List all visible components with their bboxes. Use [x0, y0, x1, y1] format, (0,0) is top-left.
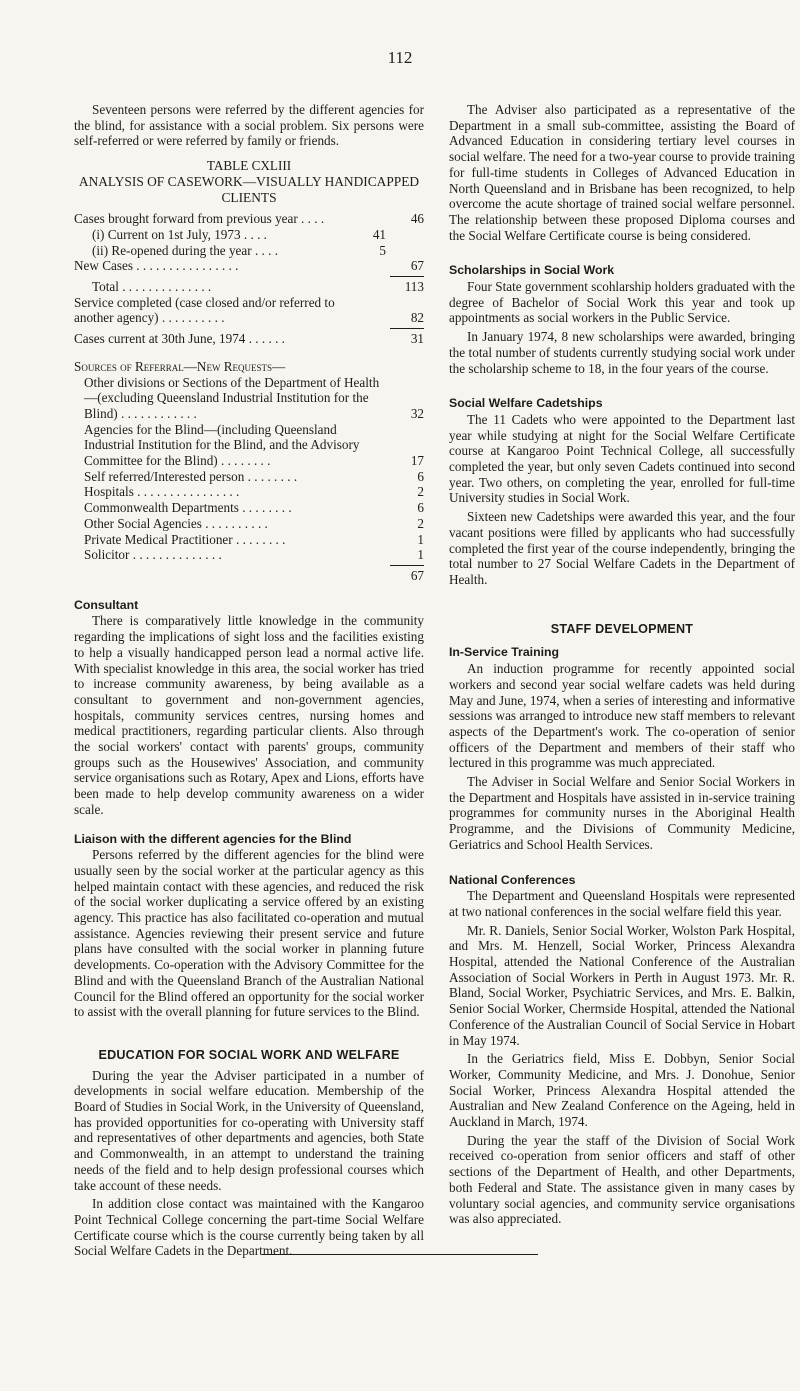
row-label: (i) Current on 1st July, 1973 . . . .: [92, 226, 267, 242]
national-paragraph-1: The Department and Queensland Hospitals were represented at two national conferences in the social welfare field this year.: [449, 888, 795, 919]
sources-table: [74, 375, 424, 584]
national-paragraph-4: During the year the staff of the Division of Social Work received co-operation from senior officers and staff of other sections of the Department of Health, and other Departments, both Federal and State. The assistance given in many cases by voluntary social agencies, and community service organisations was also appreciated.: [449, 1132, 795, 1227]
cadetships-paragraph-2: Sixteen new Cadetships were awarded this year, and the four vacant positions were filled by applicants who had successfully completed the first year of the course independently, bringing the total number to 27 Social Welfare Cadets in the Department of Health.: [449, 509, 795, 587]
scholarships-paragraph-2: In January 1974, 8 new scholarships were awarded, bringing the total number of students currently studying social work under the scholarship scheme to 18, in the four years of the course.: [449, 329, 795, 376]
footer-rule: [262, 1254, 538, 1255]
cadetships-paragraph-1: The 11 Cadets who were appointed to the Department last year while studying at night for the Social Welfare Certificate course at Kangaroo Point Technical College, all successfully completed the year, but only seven Cadets continued into second year. Two others, on completing the year, enrolled for full-time University studies in Social Work.: [449, 411, 795, 506]
source-label: Solicitor . . . . . . . . . . . . . .: [84, 547, 222, 563]
row-value: 46: [410, 211, 424, 227]
row-value: 31: [410, 331, 424, 347]
education-paragraph-2: In addition close contact was maintained with the Kangaroo Point Technical College concerning the part-time Social Welfare Certificate course which is the course currently being taken by all Social Welfare Cadets in the Department.: [74, 1196, 424, 1259]
table-row: [84, 500, 424, 516]
table-row: [84, 532, 424, 548]
sources-total: 67: [410, 567, 424, 583]
source-label: Self referred/Interested person . . . . . . . .: [84, 468, 298, 484]
row-label: Cases current at 30th June, 1974 . . . . . .: [74, 331, 285, 347]
source-value: 32: [410, 405, 424, 421]
table-row: [84, 375, 424, 422]
source-value: 1: [417, 547, 424, 563]
right-column: [449, 102, 795, 1227]
table-row: [74, 279, 424, 295]
adviser-paragraph: The Adviser also participated as a representative of the Department in a small sub-committee, assisting the Board of Advanced Education in considering tertiary level courses in social welfare. The need for a two-year course to provide training for full-time students in Colleges of Advanced Education in North Queensland and in Brisbane has been recognized, to help overcome the acute shortage of trained social welfare personnel. The relationship between these proposed Diploma courses and the Social Welfare Certificate course is being considered.: [449, 102, 795, 243]
source-value: 2: [417, 515, 424, 531]
scholarships-paragraph-1: Four State government scohlarship holders graduated with the degree of Bachelor of Social Work this year and took up appointments as social workers in the Public Service.: [449, 279, 795, 326]
liaison-paragraph: Persons referred by the different agencies for the blind were usually seen by the social worker at the particular agency as this helped maintain contact with these agencies, and reduced the risk of the social worker duplicating a service offered by an existing agency. This practice has also facilitated co-operation and mutual assistance. Agencies reviewing their present service and future plans have consulted with the social worker in planning future developments. Co-operation with the Advisory Committee for the Blind and with the Queensland Branch of the Australian National Council for the Blind offered an opportunity for the social worker to assist with the overall planning for future services to the Blind.: [74, 847, 424, 1020]
sum-rule: [390, 276, 424, 277]
consultant-paragraph: There is comparatively little knowledge in the community regarding the implications of sight loss and the facilities existing to help a visually handicapped person lead a normal active life. With specialist knowledge in this area, the social worker has tried to increase community awareness, by being available as a consultant to government and non-government agencies, hospitals, community services centres, nursing homes and medical practitioners, regarding particular clients. Also through the social workers' contact with parents' groups, community groups such as the Housewives' Association, and community service organisations such as Rotary, Apex and Lions, efforts have been made to help develop community awareness on a wider scale.: [74, 613, 424, 817]
row-value: 82: [410, 310, 424, 326]
sum-rule: [390, 565, 424, 566]
table-row: [84, 547, 424, 563]
table-row: [84, 516, 424, 532]
education-heading: EDUCATION FOR SOCIAL WORK AND WELFARE: [98, 1047, 400, 1062]
table-title: ANALYSIS OF CASEWORK—VISUALLY HANDICAPPED CLIENTS: [78, 173, 420, 205]
row-value: 113: [404, 279, 424, 295]
table-row: [74, 227, 424, 243]
page-number: 112: [387, 48, 413, 67]
row-label: Cases brought forward from previous year . . . .: [74, 211, 325, 227]
intro-paragraph: Seventeen persons were referred by the different agencies for the blind, for assistance with a social problem. Six persons were self-referred or were referred by family or friends.: [74, 102, 424, 149]
row-label: Service completed (case closed and/or referred to another agency) . . . . . . . . . .: [74, 294, 335, 326]
table-row: [74, 243, 424, 259]
cadetships-heading: Social Welfare Cadetships: [449, 396, 603, 411]
row-value-sub: 41: [372, 226, 386, 242]
row-label: Total . . . . . . . . . . . . . .: [92, 279, 212, 295]
table-row: [74, 331, 424, 347]
source-label: Other divisions or Sections of the Department of Health—(excluding Queensland Industrial Institution for the Blind) . . . . . . . . . . . .: [84, 374, 380, 421]
row-label: New Cases . . . . . . . . . . . . . . . .: [74, 258, 239, 274]
source-value: 6: [417, 500, 424, 516]
table-row: [84, 484, 424, 500]
source-label: Other Social Agencies . . . . . . . . . .: [84, 515, 268, 531]
national-paragraph-3: In the Geriatrics field, Miss E. Dobbyn, Senior Social Worker, Community Medicine, and Mrs. J. Donohue, Senior Social Worker, Princess Alexandra Hospital attended the Australian and New Zealand Conference on the Ageing, held in Auckland in March, 1974.: [449, 1051, 795, 1130]
table-row: [74, 295, 424, 326]
left-column: [74, 102, 424, 1259]
source-value: 17: [410, 453, 424, 469]
education-paragraph-1: During the year the Adviser participated in a number of developments in social welfare education. Membership of the Board of Studies in Social Work, in the University of Queensland, has provided opportunities for co-operating with University staff and representatives of other departments and agencies, both State and Commonwealth, in an attempt to understand the training needs of the field and to help design professional courses which take account of these needs.: [74, 1067, 424, 1193]
scholarships-heading: Scholarships in Social Work: [449, 263, 615, 278]
sum-rule: [390, 328, 424, 329]
inservice-paragraph-2: The Adviser in Social Welfare and Senior Social Workers in the Department and Hospitals have assisted in in-service training programmes for community nurses in the Aboriginal Health Programme, and the Divisions of Community Medicine, Geriatrics and School Health Services.: [449, 774, 795, 852]
inservice-paragraph-1: An induction programme for recently appointed social workers and second year social welfare cadets was held during May and June, 1974, when a series of interesting and informative sessions was arranged to introduce new staff members to relevant aspects of the Department's work. The co-operation of senior officers of the Department and members of their staff who lectured in this programme was much appreciated.: [449, 661, 795, 771]
table-label: TABLE CXLIII: [206, 158, 292, 174]
source-value: 2: [417, 484, 424, 500]
inservice-heading: In-Service Training: [449, 645, 560, 660]
table-row: [84, 469, 424, 485]
table-row: [84, 422, 424, 469]
source-label: Agencies for the Blind—(including Queensland Industrial Institution for the Blind, and the Advisory Committee for the Blind) . . . . . . . .: [84, 421, 360, 469]
source-value: 1: [417, 531, 424, 547]
source-label: Commonwealth Departments . . . . . . . .: [84, 500, 292, 516]
source-label: Hospitals . . . . . . . . . . . . . . . .: [84, 484, 240, 500]
row-value: 67: [410, 258, 424, 274]
row-value-sub: 5: [379, 242, 386, 258]
table-row: [74, 258, 424, 274]
table-row: [74, 211, 424, 227]
table-row: [84, 568, 424, 584]
consultant-heading: Consultant: [74, 597, 139, 612]
staff-development-heading: STAFF DEVELOPMENT: [550, 621, 694, 636]
source-value: 6: [417, 468, 424, 484]
liaison-heading: Liaison with the different agencies for the Blind: [74, 831, 352, 846]
source-label: Private Medical Practitioner . . . . . . . .: [84, 531, 286, 547]
national-conferences-heading: National Conferences: [449, 872, 576, 887]
row-label: (ii) Re-opened during the year . . . .: [92, 242, 279, 258]
national-paragraph-2: Mr. R. Daniels, Senior Social Worker, Wolston Park Hospital, and Mrs. M. Henzell, Social Worker, Princess Alexandra Hospital, attended the National Conference of the Australian Association of Social Workers in Perth in August 1973. Mr. R. Bland, Social Worker, Psychiatric Services, and Mrs. E. Balkin, Senior Social Worker, Chermside Hospital, attended the National Conference of the Australian Council of Social Service in Hobart in May 1974.: [449, 922, 795, 1048]
casework-table: [74, 211, 424, 347]
sources-heading: Sources of Referral—New Requests—: [74, 358, 286, 374]
